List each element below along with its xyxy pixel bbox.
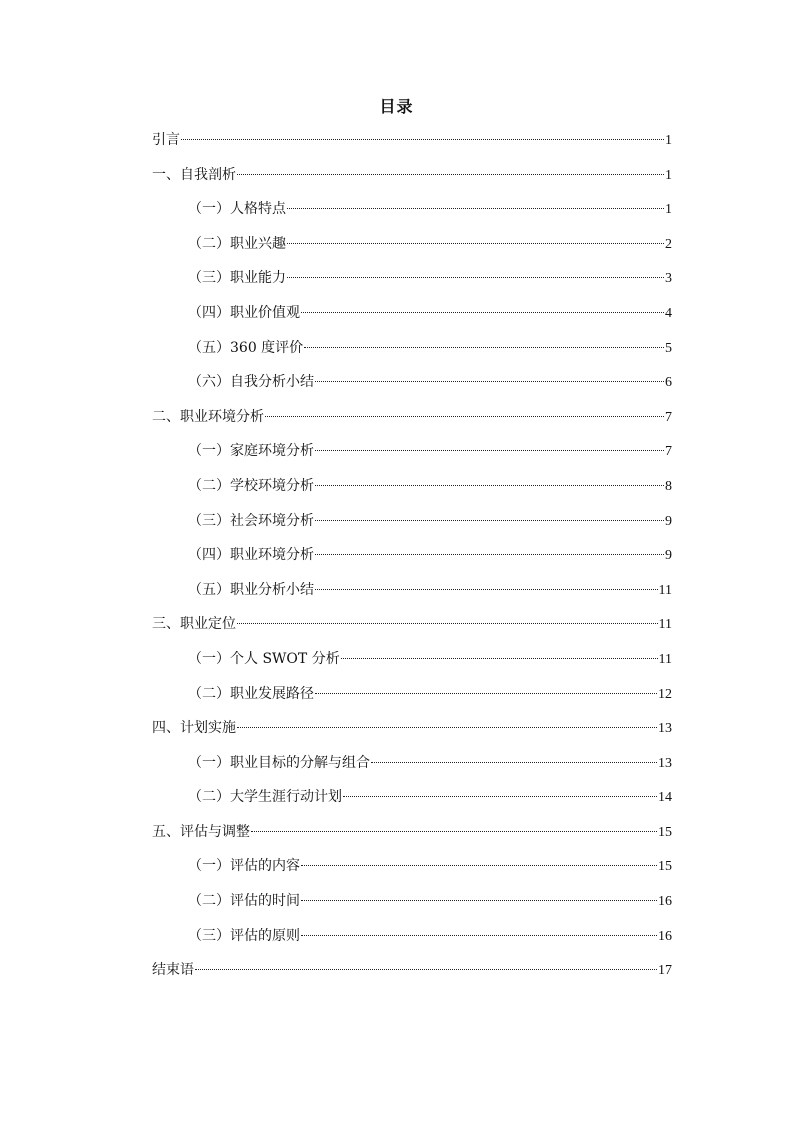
toc-page-number: 7 (665, 444, 672, 460)
toc-entry-title: （二）评估的时间 (188, 893, 300, 910)
toc-entry-title: 一、自我剖析 (152, 166, 236, 183)
toc-entry-title: （五）职业分析小结 (188, 581, 314, 598)
toc-entry[interactable] (152, 891, 672, 926)
toc-page-number: 1 (665, 202, 672, 218)
toc-entry[interactable] (152, 165, 672, 200)
toc-entry-title: 三、职业定位 (152, 616, 236, 633)
toc-entry[interactable] (152, 303, 672, 338)
dot-leader (315, 693, 657, 694)
toc-entry[interactable] (152, 684, 672, 719)
toc-page-number: 15 (658, 824, 672, 840)
dot-leader (195, 969, 657, 970)
dot-leader (315, 381, 664, 382)
dot-leader (287, 277, 664, 278)
dot-leader (315, 450, 664, 451)
toc-page-number: 7 (665, 409, 672, 425)
toc-entry[interactable] (152, 338, 672, 373)
toc-entry-title: （一）家庭环境分析 (188, 443, 314, 460)
toc-entry-title: 引言 (152, 132, 180, 148)
toc-page-number: 16 (658, 928, 672, 944)
toc-entry[interactable] (152, 372, 672, 407)
dot-leader (301, 865, 657, 866)
toc-entry[interactable] (152, 926, 672, 961)
toc-page-number: 11 (658, 582, 672, 598)
toc-page-number: 13 (658, 755, 672, 771)
toc-entry-title: （一）评估的内容 (188, 858, 300, 875)
toc-entry-title: （二）大学生涯行动计划 (188, 789, 342, 806)
toc-entry-title: （三）职业能力 (188, 270, 286, 287)
toc-page-number: 4 (665, 305, 672, 321)
toc-page-number: 6 (665, 375, 672, 391)
toc-page-number: 17 (658, 963, 672, 979)
dot-leader (301, 900, 657, 901)
toc-entry[interactable] (152, 649, 672, 684)
toc-entry[interactable] (152, 441, 672, 476)
toc-page-number: 12 (658, 686, 672, 702)
toc-entry[interactable] (152, 580, 672, 615)
toc-entry[interactable] (152, 199, 672, 234)
toc-page-number: 2 (665, 236, 672, 252)
toc-page-number: 14 (658, 790, 672, 806)
toc-entry-title: 二、职业环境分析 (152, 408, 264, 425)
dot-leader (315, 485, 664, 486)
toc-title: 目录 (379, 97, 414, 116)
toc-page-number: 9 (665, 548, 672, 564)
toc-page-number: 1 (665, 167, 672, 183)
toc-entry-title: （二）职业发展路径 (188, 685, 314, 702)
toc-entry-title: （五）360 度评价 (188, 339, 304, 356)
toc-page-number: 11 (658, 617, 672, 633)
toc-page-number: 16 (658, 894, 672, 910)
dot-leader (315, 589, 658, 590)
dot-leader (251, 831, 657, 832)
toc-entry-title: 四、计划实施 (152, 720, 236, 737)
dot-leader (315, 520, 664, 521)
toc-entry[interactable] (152, 545, 672, 580)
toc-page-number: 8 (665, 478, 672, 494)
toc-entry-title: （四）职业环境分析 (188, 547, 314, 564)
toc-entry[interactable] (152, 753, 672, 788)
dot-leader (287, 208, 664, 209)
table-of-contents (152, 130, 672, 995)
toc-entry-title: 结束语 (152, 962, 194, 979)
toc-entry[interactable] (152, 960, 672, 995)
toc-entry-title: （一）职业目标的分解与组合 (188, 754, 370, 771)
toc-page-number: 13 (658, 721, 672, 737)
dot-leader (371, 762, 657, 763)
dot-leader (237, 174, 664, 175)
dot-leader (341, 658, 658, 659)
toc-page-number: 5 (665, 340, 672, 356)
dot-leader (343, 796, 657, 797)
toc-entry-title: （六）自我分析小结 (188, 374, 314, 391)
toc-entry-title: （三）评估的原则 (188, 927, 300, 944)
dot-leader (304, 347, 664, 348)
toc-page-number: 3 (665, 271, 672, 287)
toc-entry[interactable] (152, 718, 672, 753)
toc-entry-title: （二）学校环境分析 (188, 477, 314, 494)
toc-entry[interactable] (152, 511, 672, 546)
dot-leader (301, 935, 657, 936)
dot-leader (287, 243, 664, 244)
dot-leader (181, 139, 664, 140)
toc-entry-title: （三）社会环境分析 (188, 512, 314, 529)
toc-entry[interactable] (152, 476, 672, 511)
toc-entry[interactable] (152, 856, 672, 891)
toc-entry[interactable] (152, 407, 672, 442)
dot-leader (265, 416, 664, 417)
dot-leader (237, 727, 657, 728)
toc-entry-title: （一）人格特点 (188, 201, 286, 218)
toc-entry-title: （二）职业兴趣 (188, 235, 286, 252)
toc-entry[interactable] (152, 787, 672, 822)
toc-entry[interactable] (152, 614, 672, 649)
toc-entry-title: 五、评估与调整 (152, 823, 250, 840)
toc-entry[interactable] (152, 234, 672, 269)
toc-entry[interactable] (152, 268, 672, 303)
toc-page-number: 11 (658, 651, 672, 667)
dot-leader (301, 312, 664, 313)
toc-page-number: 9 (665, 513, 672, 529)
dot-leader (237, 623, 658, 624)
dot-leader (315, 554, 664, 555)
toc-page-number: 15 (658, 859, 672, 875)
toc-page-number: 1 (665, 133, 672, 148)
toc-entry[interactable] (152, 822, 672, 857)
toc-entry-title: （四）职业价值观 (188, 304, 300, 321)
toc-entry[interactable] (152, 130, 672, 165)
toc-entry-title: （一）个人 SWOT 分析 (188, 650, 340, 667)
